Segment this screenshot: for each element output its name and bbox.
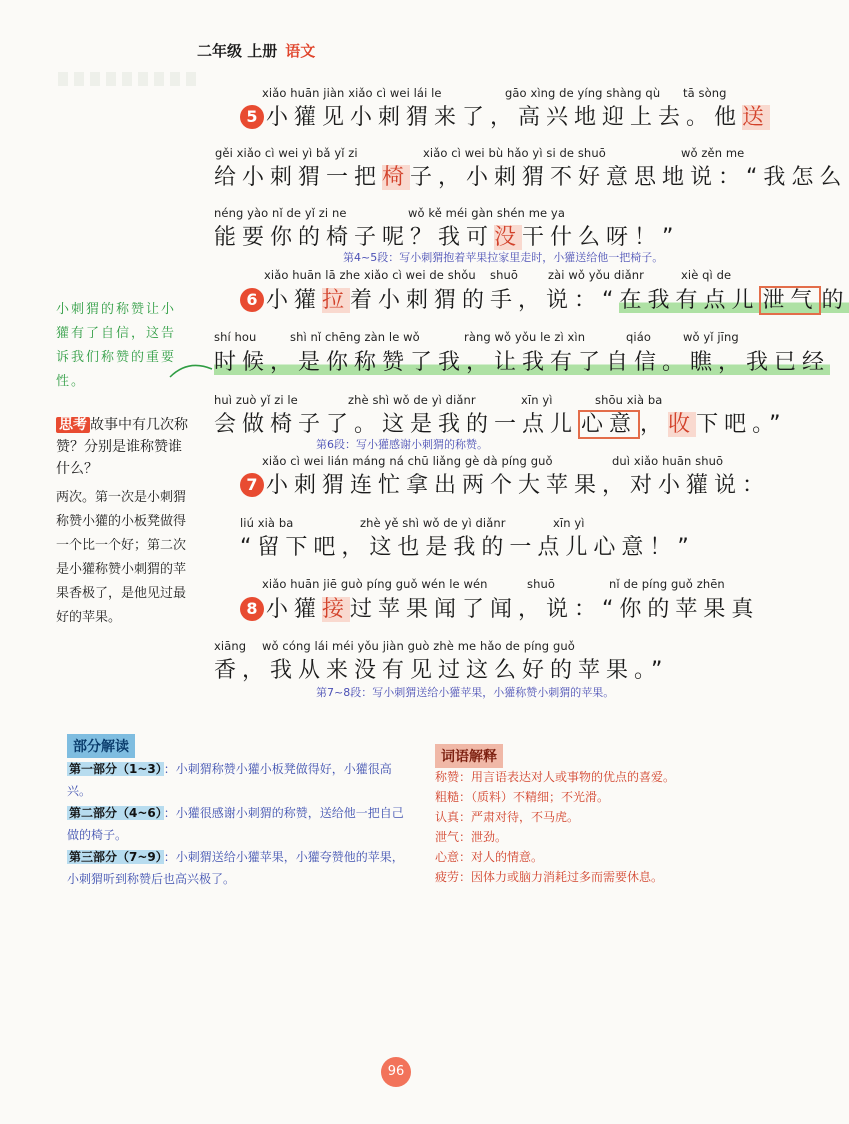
pinyin: wǒ cóng lái méi yǒu jiàn guò zhè me hǎo de píng guǒ xyxy=(262,639,575,653)
glossary-item: 心意：对人的情意。 xyxy=(435,850,544,864)
think-answer: 两次。第一次是小刺猬称赞小獾的小板凳做得一个比一个好；第二次是小獾称赞小刺猬的苹果香极了，是他见过最好的苹果。 xyxy=(56,490,187,625)
key-word: 没 xyxy=(494,225,523,250)
part-item: 第三部分（7~9） ：小刺猬送给小獾苹果，小獾夸赞他的苹果，小刺猬听到称赞后也高兴极了。 xyxy=(67,850,404,886)
part-item: 第二部分（4~6） ：小獾很感谢小刺猬的称赞，送给他一把自己做的椅子。 xyxy=(67,806,404,842)
pinyin: xiāng xyxy=(214,639,247,653)
glossary-item: 粗糙：（质料）不精细；不光滑。 xyxy=(435,790,610,804)
boxed-word: 泄气 xyxy=(759,286,821,315)
subject-label: 语文 xyxy=(285,42,316,60)
pinyin: gāo xìng de yíng shàng qù xyxy=(505,86,661,100)
pinyin: huì zuò yǐ zi le xyxy=(214,393,298,407)
highlighted-phrase: 在我有点儿 xyxy=(619,288,760,313)
pinyin: xiǎo cì wei bù hǎo yì si de shuō xyxy=(423,146,606,160)
pinyin: wǒ kě méi gàn shén me ya xyxy=(408,206,565,220)
paragraph-number: 5 xyxy=(240,105,264,129)
glossary-item: 认真：严肃对待，不马虎。 xyxy=(435,810,580,824)
pinyin: wǒ zěn me xyxy=(681,146,745,160)
pinyin: tā sòng xyxy=(683,86,727,100)
highlighted-phrase: 时候，是你称赞了我，让我有了自信。瞧，我已经 xyxy=(214,350,831,375)
think-question: 思考 故事中有几次称赞？分别是谁称赞谁什么？ xyxy=(56,417,188,477)
pinyin: shuō xyxy=(527,577,556,591)
pinyin: xiǎo huān jiē guò píng guǒ wén le wén xyxy=(262,577,488,591)
grade-label: 二年级 上册 xyxy=(197,42,278,60)
text-line: 能要你的椅子呢？我可没干什么呀！” xyxy=(214,225,680,250)
pinyin: ràng wǒ yǒu le zì xìn xyxy=(464,330,586,344)
pinyin: néng yào nǐ de yǐ zi ne xyxy=(214,206,347,220)
pinyin: xiǎo huān lā zhe xiǎo cì wei de shǒu xyxy=(264,268,476,282)
key-word: 接 xyxy=(322,597,351,622)
boxed-word: 心意 xyxy=(578,410,640,439)
glossary-item: 疲劳：因体力或脑力消耗过多而需要休息。 xyxy=(435,870,664,884)
glossary-item: 泄气：泄劲。 xyxy=(435,830,508,844)
text-line: 给小刺猬一把椅子，小刺猬不好意思地说：“我怎么 xyxy=(214,165,848,190)
pinyin: duì xiǎo huān shuō xyxy=(612,454,724,468)
pinyin: xīn yì xyxy=(553,516,585,530)
page-number: 96 xyxy=(381,1057,411,1087)
pinyin: zài wǒ yǒu diǎnr xyxy=(548,268,644,282)
paragraph-number: 8 xyxy=(240,597,264,621)
text-line: 香，我从来没有见过这么好的苹果。” xyxy=(214,658,669,683)
text-line: “留下吧，这也是我的一点儿心意！” xyxy=(240,535,695,560)
glossary-title: 词语解释 xyxy=(435,744,503,768)
pinyin: zhè yě shì wǒ de yì diǎnr xyxy=(360,516,506,530)
text-line: 8 小獾接过苹果闻了闻，说：“你的苹果真 xyxy=(240,592,759,623)
pinyin: nǐ de píng guǒ zhēn xyxy=(609,577,725,591)
key-word: 椅 xyxy=(382,165,411,190)
text-line xyxy=(214,345,830,376)
pinyin: wǒ yǐ jīng xyxy=(683,330,739,344)
key-word: 收 xyxy=(668,412,697,437)
paragraph-note: 第4~5段：写小刺猬抱着苹果拉家里走时，小獾送给他一把椅子。 xyxy=(343,251,664,264)
pinyin: shí hou xyxy=(214,330,257,344)
side-annotation: 小刺猬的称赞让小獾有了自信，这告诉我们称赞的重要性。 xyxy=(56,302,177,389)
pinyin: xīn yì xyxy=(521,393,553,407)
pinyin: zhè shì wǒ de yì diǎnr xyxy=(348,393,476,407)
text-line: 6 小獾拉着小刺猬的手，说：“在我有点儿 泄气 的 xyxy=(240,283,849,314)
key-word: 拉 xyxy=(322,288,351,313)
paragraph-note: 第7~8段：写小刺猬送给小獾苹果，小獾称赞小刺猬的苹果。 xyxy=(316,686,615,699)
pinyin: xiǎo huān jiàn xiǎo cì wei lái le xyxy=(262,86,442,100)
header-decoration xyxy=(58,72,198,86)
annotation-arrow-icon xyxy=(168,355,228,385)
glossary-item: 称赞：用言语表达对人或事物的优点的喜爱。 xyxy=(435,770,676,784)
paragraph-number: 7 xyxy=(240,473,264,497)
text-line: 会做椅子了。这是我的一点儿 心意 ，收下吧。” xyxy=(214,412,787,437)
pinyin: shì nǐ chēng zàn le wǒ xyxy=(290,330,420,344)
key-word: 送 xyxy=(742,105,771,130)
text-line: 5 小獾见小刺猬来了，高兴地迎上去。他送 xyxy=(240,100,770,131)
page-header xyxy=(197,40,315,61)
pinyin: shuō xyxy=(490,268,519,282)
pinyin: xiǎo cì wei lián máng ná chū liǎng gè dà píng guǒ xyxy=(262,454,553,468)
pinyin: qiáo xyxy=(626,330,651,344)
think-tag: 思考 xyxy=(56,417,90,433)
part-item: 第一部分（1~3） ：小刺猬称赞小獾小板凳做得好，小獾很高兴。 xyxy=(67,762,392,798)
pinyin: liú xià ba xyxy=(240,516,294,530)
pinyin: xiè qì de xyxy=(681,268,732,282)
paragraph-number: 6 xyxy=(240,288,264,312)
paragraph-note: 第6段：写小獾感谢小刺猬的称赞。 xyxy=(316,438,488,451)
pinyin: shōu xià ba xyxy=(595,393,663,407)
pinyin: gěi xiǎo cì wei yì bǎ yǐ zi xyxy=(215,146,358,160)
parts-title: 部分解读 xyxy=(67,734,135,758)
text-line: 7 小刺猬连忙拿出两个大苹果，对小獾说： xyxy=(240,468,770,499)
